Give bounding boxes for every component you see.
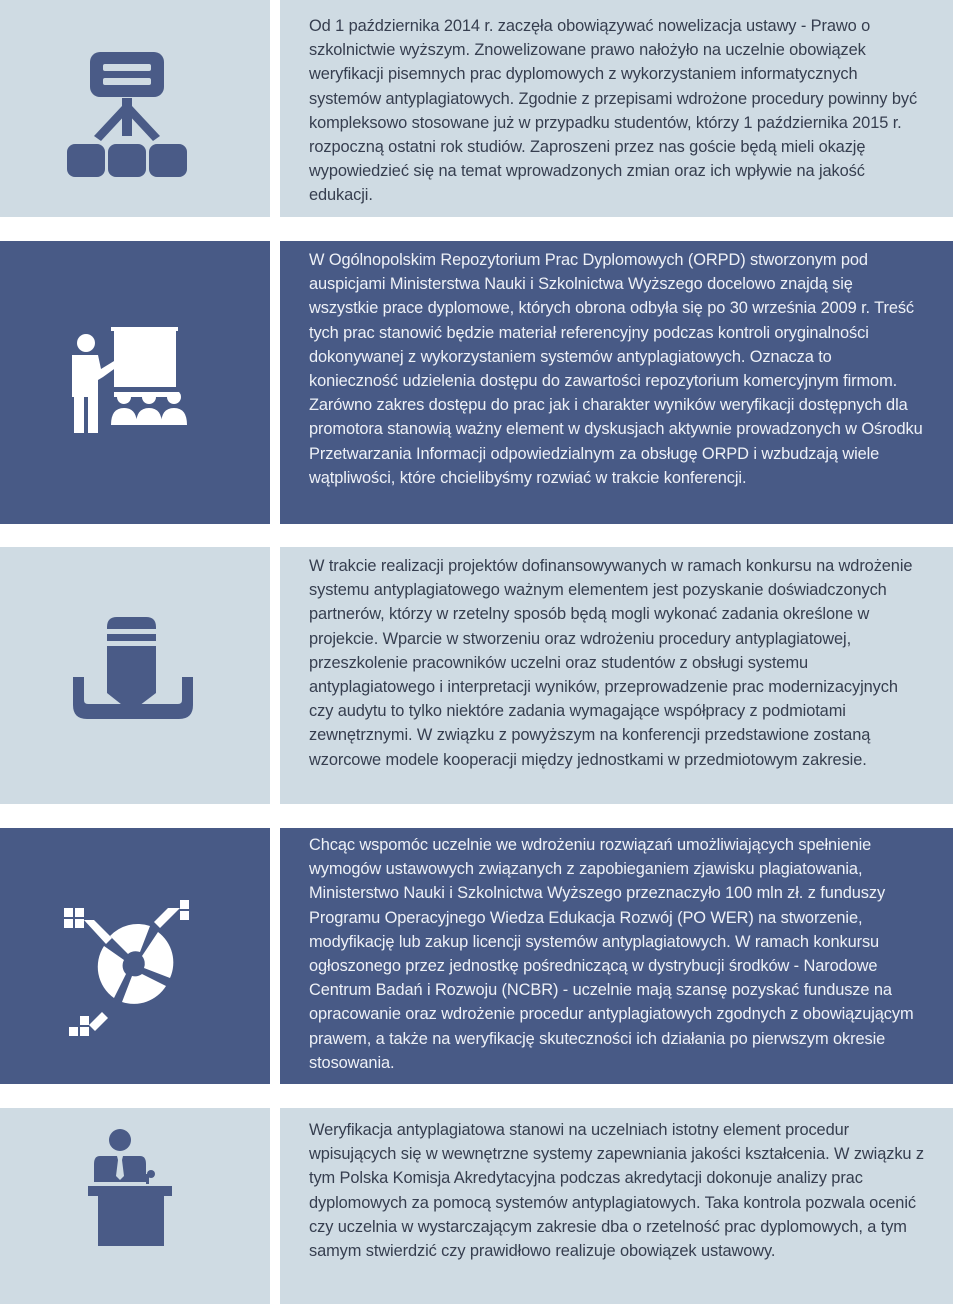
icon-panel — [0, 0, 270, 217]
section-accreditation — [0, 1108, 960, 1304]
section-partners — [0, 547, 960, 804]
icon-panel — [0, 547, 270, 804]
text-panel — [280, 241, 953, 524]
section-paragraph: Weryfikacja antyplagiatowa stanowi na uczelniach istotny element procedur wpisujących się w wewnętrzne systemy zapewniania jakości kształcenia. W związku z tym Polska Komisja Akredytacyjna podczas akredytacji dokonuje analizy prac dyplomowych za pomocą systemów antyplagiatowych. Taka kontrola pozwala ocenić czy uczelnia w wystarczającym zakresie dba o rzetelność prac dyplomowych, a tym samym stwierdzić czy prawidłowo realizuje obowiązek ustawowy. — [309, 1121, 924, 1261]
download-tray-icon — [0, 547, 270, 804]
presentation-icon — [0, 241, 270, 524]
text-panel — [280, 1108, 953, 1304]
org-chart-icon — [0, 0, 270, 217]
section-paragraph: Od 1 października 2014 r. zaczęła obowiązywać nowelizacja ustawy - Prawo o szkolnictwie wyższym. Znowelizowane prawo nałożyło na uczelnie obowiązek weryfikacji pisemnych prac dyplomowych z wykorzystaniem informatycznych systemów antyplagiatowych. Zgodnie z przepisami wdrożone procedury powinny być kompleksowo stosowane już w przypadku studentów, którzy 1 października 2015 r. rozpoczną ostatni rok studiów. Zaproszeni przez nas goście będą mieli okazję wypowiedzieć się na temat wprowadzonych zmian oraz ich wpływie na jakość edukacji. — [309, 17, 918, 205]
section-repository — [0, 241, 960, 524]
cycle-connection-icon — [0, 828, 270, 1084]
section-paragraph: W Ogólnopolskim Repozytorium Prac Dyplomowych (ORPD) stworzonym pod auspicjami Ministerstwa Nauki i Szkolnictwa Wyższego docelowo znajdą się wszystkie prace dyplomowe, których obrona odbyła się po 30 września 2009 r. Treść tych prac stanowić będzie materiał referencyjny podczas kontroli oryginalności dokonywanej z wykorzystaniem systemów antyplagiatowych. Oznacza to konieczność udzielenia dostępu do zawartości repozytorium komercyjnym firmom. Zarówno zakres dostępu do prac jak i charakter wyników weryfikacji dostępnych dla promotora stanowią ważny element w dyskusjach aktywnie prowadzonych w Ośrodku Przetwarzania Informacji odpowiedzialnym za obsługę ORPD i wzbudzają wiele wątpliwości, które chcielibyśmy rozwiać w trakcie konferencji. — [309, 251, 923, 487]
icon-panel — [0, 1108, 270, 1304]
section-paragraph: W trakcie realizacji projektów dofinansowywanych w ramach konkursu na wdrożenie systemu antyplagiatowego ważnym elementem jest pozyskanie doświadczonych partnerów, którzy w rzetelny sposób będą mogli wykonać zadania określone w projekcie. Wparcie w stworzeniu oraz wdrożeniu procedury antyplagiatowej, przeszkolenie pracowników uczelni oraz studentów z obsługi systemu antyplagiatowego i interpretacji wyników, przeprowadzenie prac modernizacyjnych czy audytu to tylko niektóre zadania wymagające współpracy z podmiotami zewnętrznymi. W związku z powyższym na konferencji przedstawione zostaną wzorcowe modele kooperacji między jednostkami w przedmiotowym zakresie. — [309, 557, 913, 769]
section-amendment — [0, 0, 960, 217]
text-panel — [280, 0, 953, 217]
icon-panel — [0, 241, 270, 524]
text-panel — [280, 547, 953, 804]
section-paragraph: Chcąc wspomóc uczelnie we wdrożeniu rozwiązań umożliwiających spełnienie wymogów ustawowych związanych z zapobieganiem zjawisku plagiatowania, Ministerstwo Nauki i Szkolnictwa Wyższego przeznaczyło 100 mln zł. z funduszy Programu Operacyjnego Wiedza Edukacja Rozwój (PO WER) na stworzenie, modyfikację lub zakup licencji systemów antyplagiatowych. W ramach konkursu ogłoszonego przez jednostkę pośredniczącą w dystrybucji środków - Narodowe Centrum Badań i Rozwoju (NCBR) - uczelnie mają szansę pozyskać fundusze na opracowanie oraz wdrożenie procedur antyplagiatowych zgodnych z obowiązującym prawem, a także na weryfikację skuteczności ich działania po pierwszym okresie stosowania. — [309, 836, 914, 1072]
section-funding — [0, 828, 960, 1084]
speaker-podium-icon — [0, 1108, 270, 1304]
text-panel — [280, 828, 953, 1084]
icon-panel — [0, 828, 270, 1084]
